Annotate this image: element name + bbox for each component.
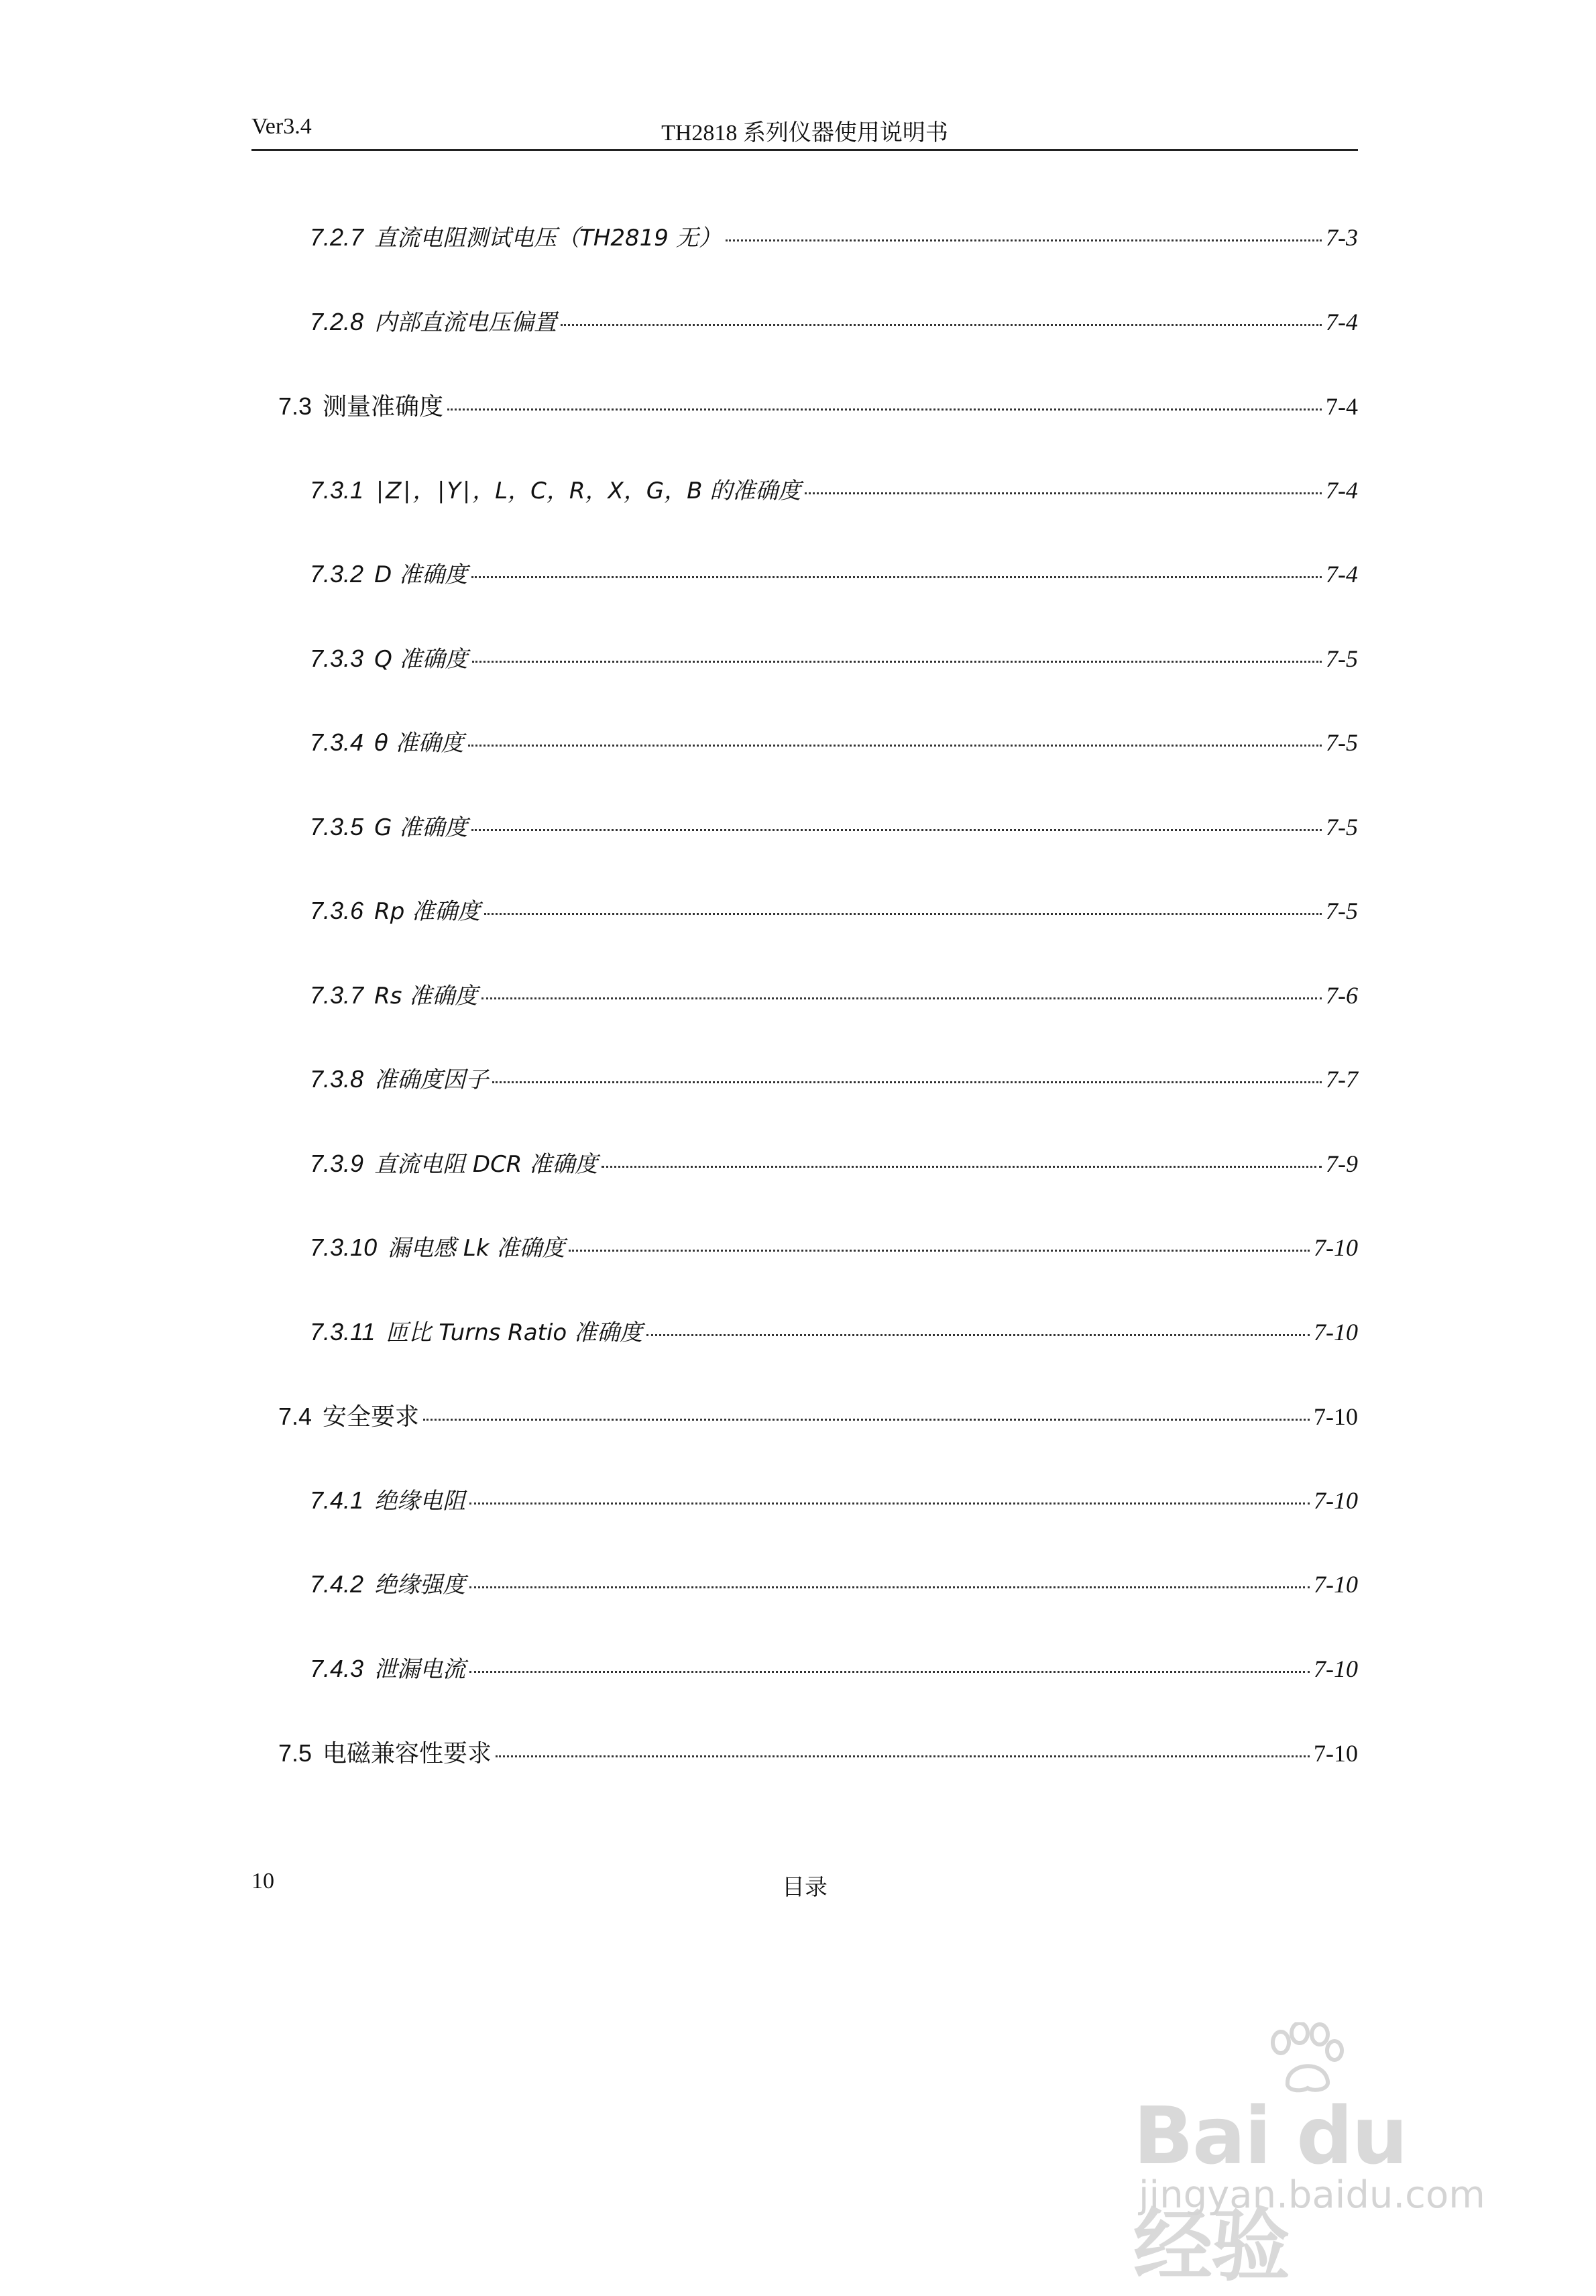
toc-entry-number: 7.3.4: [310, 728, 364, 756]
toc-entry-number: 7.3.10: [310, 1234, 378, 1261]
watermark: [1133, 2022, 1509, 2292]
page-footer: [251, 1869, 1358, 1902]
toc-entry-title: Rp 准确度: [374, 898, 481, 925]
toc-leader-dots: [469, 1502, 1310, 1505]
toc-entry-title: 安全要求: [323, 1403, 420, 1431]
toc-entry-title: Rs 准确度: [374, 983, 478, 1009]
toc-entry-title: 测量准确度: [323, 393, 444, 421]
toc-entry-title: 电磁兼容性要求: [323, 1740, 492, 1767]
toc-entry-title: 绝缘强度: [374, 1572, 466, 1598]
toc-entry-title: Q 准确度: [374, 646, 468, 673]
toc-entry-title: 泄漏电流: [374, 1656, 466, 1683]
toc-entry-number: 7.3.9: [310, 1150, 364, 1177]
toc-entry[interactable]: [278, 1398, 1358, 1435]
toc-entry[interactable]: [310, 893, 1358, 930]
toc-leader-dots: [469, 1671, 1310, 1673]
toc-entry-page: 7-4: [1326, 309, 1358, 335]
toc-entry[interactable]: [310, 977, 1358, 1015]
toc-entry-title: 直流电阻 DCR 准确度: [374, 1151, 598, 1178]
toc-entry[interactable]: [310, 1229, 1358, 1267]
toc-entry-number: 7.4: [278, 1403, 312, 1430]
toc-leader-dots: [423, 1419, 1310, 1421]
toc-entry[interactable]: [310, 1482, 1358, 1520]
toc-leader-dots: [492, 1081, 1322, 1083]
toc-entry-title: θ 准确度: [374, 730, 464, 757]
toc-leader-dots: [726, 239, 1322, 241]
toc-entry-number: 7.3.1: [310, 476, 364, 504]
toc-entry-number: 7.2.8: [310, 308, 364, 335]
toc-entry-number: 7.3: [278, 392, 312, 420]
watermark-brand: Bai du 经验: [1133, 2089, 1407, 2292]
toc-entry-page: 7-4: [1326, 477, 1358, 504]
section-name: 目录: [782, 1875, 828, 1900]
toc-entry[interactable]: [310, 219, 1358, 257]
toc-entry-page: 7-5: [1326, 897, 1358, 924]
toc-leader-dots: [484, 913, 1322, 915]
toc-entry-number: 7.3.8: [310, 1065, 364, 1093]
baidu-paw-icon: [1261, 2022, 1348, 2096]
toc-entry-number: 7.2.7: [310, 223, 364, 251]
toc-leader-dots: [471, 576, 1322, 578]
toc-entry-title: 准确度因子: [374, 1067, 489, 1093]
toc-entry-page: 7-10: [1314, 1234, 1358, 1261]
toc-entry-number: 7.4.3: [310, 1655, 364, 1682]
toc-entry[interactable]: [310, 809, 1358, 846]
toc-entry-page: 7-10: [1314, 1403, 1358, 1430]
toc-entry-number: 7.3.6: [310, 897, 364, 924]
toc-leader-dots: [561, 324, 1322, 326]
toc-leader-dots: [468, 745, 1322, 747]
toc-entry-number: 7.3.11: [310, 1318, 376, 1346]
toc-entry-title: 漏电感 Lk 准确度: [388, 1235, 565, 1262]
toc-entry-page: 7-10: [1314, 1571, 1358, 1598]
toc-entry-title: 匝比 Turns Ratio 准确度: [386, 1319, 643, 1346]
document-title: TH2818 系列仪器使用说明书: [661, 121, 948, 146]
toc-leader-dots: [481, 997, 1322, 999]
toc-leader-dots: [602, 1166, 1322, 1168]
toc-leader-dots: [471, 829, 1322, 831]
version-label: Ver3.4: [251, 114, 312, 139]
toc-entry-page: 7-10: [1314, 1740, 1358, 1767]
toc-entry-number: 7.4.2: [310, 1570, 364, 1598]
toc-leader-dots: [805, 492, 1322, 494]
toc-entry[interactable]: [278, 388, 1358, 425]
toc-entry-page: 7-10: [1314, 1319, 1358, 1346]
toc-entry-number: 7.3.7: [310, 981, 364, 1009]
toc-entry-page: 7-5: [1326, 645, 1358, 672]
toc-entry[interactable]: [310, 724, 1358, 762]
toc-entry-title: 绝缘电阻: [374, 1488, 466, 1515]
toc-entry-title: G 准确度: [374, 814, 468, 841]
toc-entry-page: 7-5: [1326, 814, 1358, 840]
toc-entry-page: 7-3: [1326, 224, 1358, 251]
toc-entry-page: 7-9: [1326, 1150, 1358, 1177]
toc-entry[interactable]: [310, 1146, 1358, 1183]
watermark-url: jingyan.baidu.com: [1139, 2173, 1485, 2217]
toc-entry-number: 7.3.3: [310, 645, 364, 672]
toc-leader-dots: [447, 408, 1322, 411]
toc-leader-dots: [472, 661, 1322, 663]
toc-entry-page: 7-7: [1326, 1066, 1358, 1093]
toc-entry[interactable]: [310, 1061, 1358, 1099]
toc-leader-dots: [496, 1755, 1310, 1757]
toc-entry-page: 7-5: [1326, 729, 1358, 756]
toc-entry-page: 7-4: [1326, 393, 1358, 420]
toc-entry-number: 7.5: [278, 1739, 312, 1767]
toc-entry-title: 直流电阻测试电压（TH2819 无）: [374, 225, 722, 252]
toc-entry-title: D 准确度: [374, 561, 468, 588]
toc-leader-dots: [646, 1334, 1310, 1336]
toc-entry-title: ∣Z∣，∣Y∣，L，C，R，X，G，B 的准确度: [374, 478, 801, 504]
toc-entry[interactable]: [310, 1651, 1358, 1688]
toc-leader-dots: [469, 1586, 1310, 1588]
toc-entry-page: 7-10: [1314, 1655, 1358, 1682]
toc-entry[interactable]: [310, 641, 1358, 678]
toc-entry-title: 内部直流电压偏置: [374, 309, 557, 336]
toc-leader-dots: [569, 1250, 1310, 1252]
toc-entry-page: 7-10: [1314, 1487, 1358, 1514]
toc-entry-number: 7.3.5: [310, 813, 364, 840]
toc-entry[interactable]: [310, 556, 1358, 594]
toc-entry[interactable]: [310, 472, 1358, 510]
toc-entry-number: 7.4.1: [310, 1486, 364, 1514]
toc-entry-number: 7.3.2: [310, 560, 364, 588]
toc-entry[interactable]: [310, 304, 1358, 341]
toc-entry-page: 7-4: [1326, 561, 1358, 588]
toc-entry-page: 7-6: [1326, 982, 1358, 1009]
toc-entry[interactable]: [278, 1735, 1358, 1772]
toc-entry[interactable]: [310, 1566, 1358, 1604]
toc-entry[interactable]: [310, 1314, 1358, 1352]
page-number: 10: [251, 1869, 274, 1894]
